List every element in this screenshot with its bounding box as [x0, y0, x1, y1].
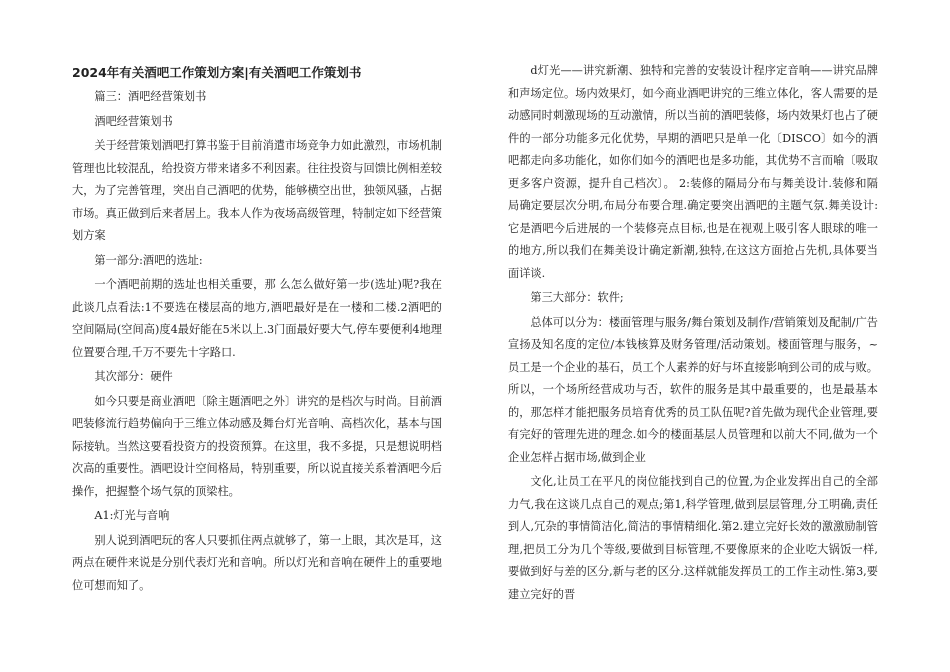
paragraph-software: 总体可以分为：楼面管理与服务/舞台策划及制作/营销策划及配制/广告宣扬及知名度的定位/本钱核算及财务管理/活动策划。楼面管理与服务，~员工是一个企业的基石，员工个人素养的好与坏直接影响到公司的成与败。所以，一个场所经营成功与否，软件的服务是其中最重要的，也是最基本的，那怎样才能把服务员培育优秀的员工队伍呢?首先做为现代企业管理,要有完好的管理先进的理念.如今的楼面基层人员管理和以前大不同,做为一个企业怎样占据市场,做到企业 — [508, 315, 878, 464]
document-title: 2024年有关酒吧工作策划方案|有关酒吧工作策划书 — [72, 65, 362, 80]
paragraph-section-heading: 篇三：酒吧经营策划书 — [94, 90, 207, 103]
paragraph-hardware: 如今只要是商业酒吧〔除主题酒吧之外〕讲究的是档次与时尚。目前酒吧装修流行趋势偏向于三维立体动感及舞台灯光音响、高档次化，基本与国际接轨。当然这要看投资方的投资预算。在这里，我不多提，只是想说明档次高的重要性。酒吧设计空间格局，特别重要，所以说直接关系着酒吧今后操作，把握整个场气氛的顶梁柱。 — [72, 394, 442, 498]
paragraph-lighting: 别人说到酒吧玩的客人只要抓住两点就够了，第一上眼，其次是耳，这两点在硬件来说是分别代表灯光和音响。所以灯光和音响在硬件上的重要地位可想而知了。 — [72, 533, 442, 592]
paragraph-part-three-heading: 第三大部分：软件; — [530, 291, 624, 304]
paragraph-subtitle: 酒吧经营策划书 — [94, 114, 173, 128]
paragraph-intro: 关于经营策划酒吧打算书鉴于目前消遣市场竞争力如此激烈，市场机制管理也比较混乱，给投资方带来诸多不利因素。往往投资与回馈比例相差较大，为了完善管理，突出自己酒吧的优势，能够横空出世，独领风骚，占据市场。真正做到后来者居上。我本人作为夜场高级管理，特制定如下经营策划方案 — [72, 139, 442, 242]
left-column — [72, 60, 442, 599]
paragraph-lighting-heading: A1:灯光与音响 — [94, 509, 170, 522]
right-column — [508, 60, 878, 608]
paragraph-part-one-heading: 第一部分:酒吧的选址: — [94, 253, 203, 267]
paragraph-lighting-detail: d灯光——讲究新潮、独特和完善的安装设计程序定音响——讲究品牌和声场定位。场内效果灯，如今商业酒吧讲究的三维立体化，客人需要的是动感同时刺激现场的互动激情，所以当前的酒吧装修，场内效果灯也占了硬件的一部分功能多元化优势，早期的酒吧只是单一化〔DISCO〕如今的酒吧都走向多功能化，如你们如今的酒吧也是多功能，其优势不言而喻〔吸取更多客户资源，提升自己档次〕。 2:装修的隔局分布与舞美设计.装修和隔局确定要层次分明,布局分布要合理.确定要突出酒吧的主题气氛.舞美设计:它是酒吧今后进展的一个装修亮点目标,也是在视观上吸引客人眼球的唯一的地方,所以我们在舞美设计确定新潮,独特,在这这方面抢占先机,具体要当面详谈. — [508, 64, 878, 280]
paragraph-culture: 文化,让员工在平凡的岗位能找到自己的位置,为企业发挥出自己的全部力气,我在这谈几点自己的观点;第1,科学管理,做到层层管理,分工明确,责任到人,冗杂的事情简洁化,简洁的事情精细化.第2.建立完好长效的激激励制管理,把员工分为几个等级,要做到目标管理,不要像原来的企业吃大锅饭一样,要做到好与差的区分,新与老的区分.这样就能发挥员工的工作主动性.第3,要建立完好的晋 — [508, 475, 878, 601]
paragraph-part-two-heading: 其次部分：硬件 — [94, 370, 173, 383]
paragraph-location: 一个酒吧前期的选址也相关重要，那 么怎么做好第一步(选址)呢?我在此谈几点看法:1不要选在楼层高的地方,酒吧最好是在一楼和二楼.2酒吧的空间隔局(空间高)度4最好能在5米以上.3门面最好要大气,停车要便利4地理位置要合理,千万不要先十字路口. — [72, 278, 442, 359]
